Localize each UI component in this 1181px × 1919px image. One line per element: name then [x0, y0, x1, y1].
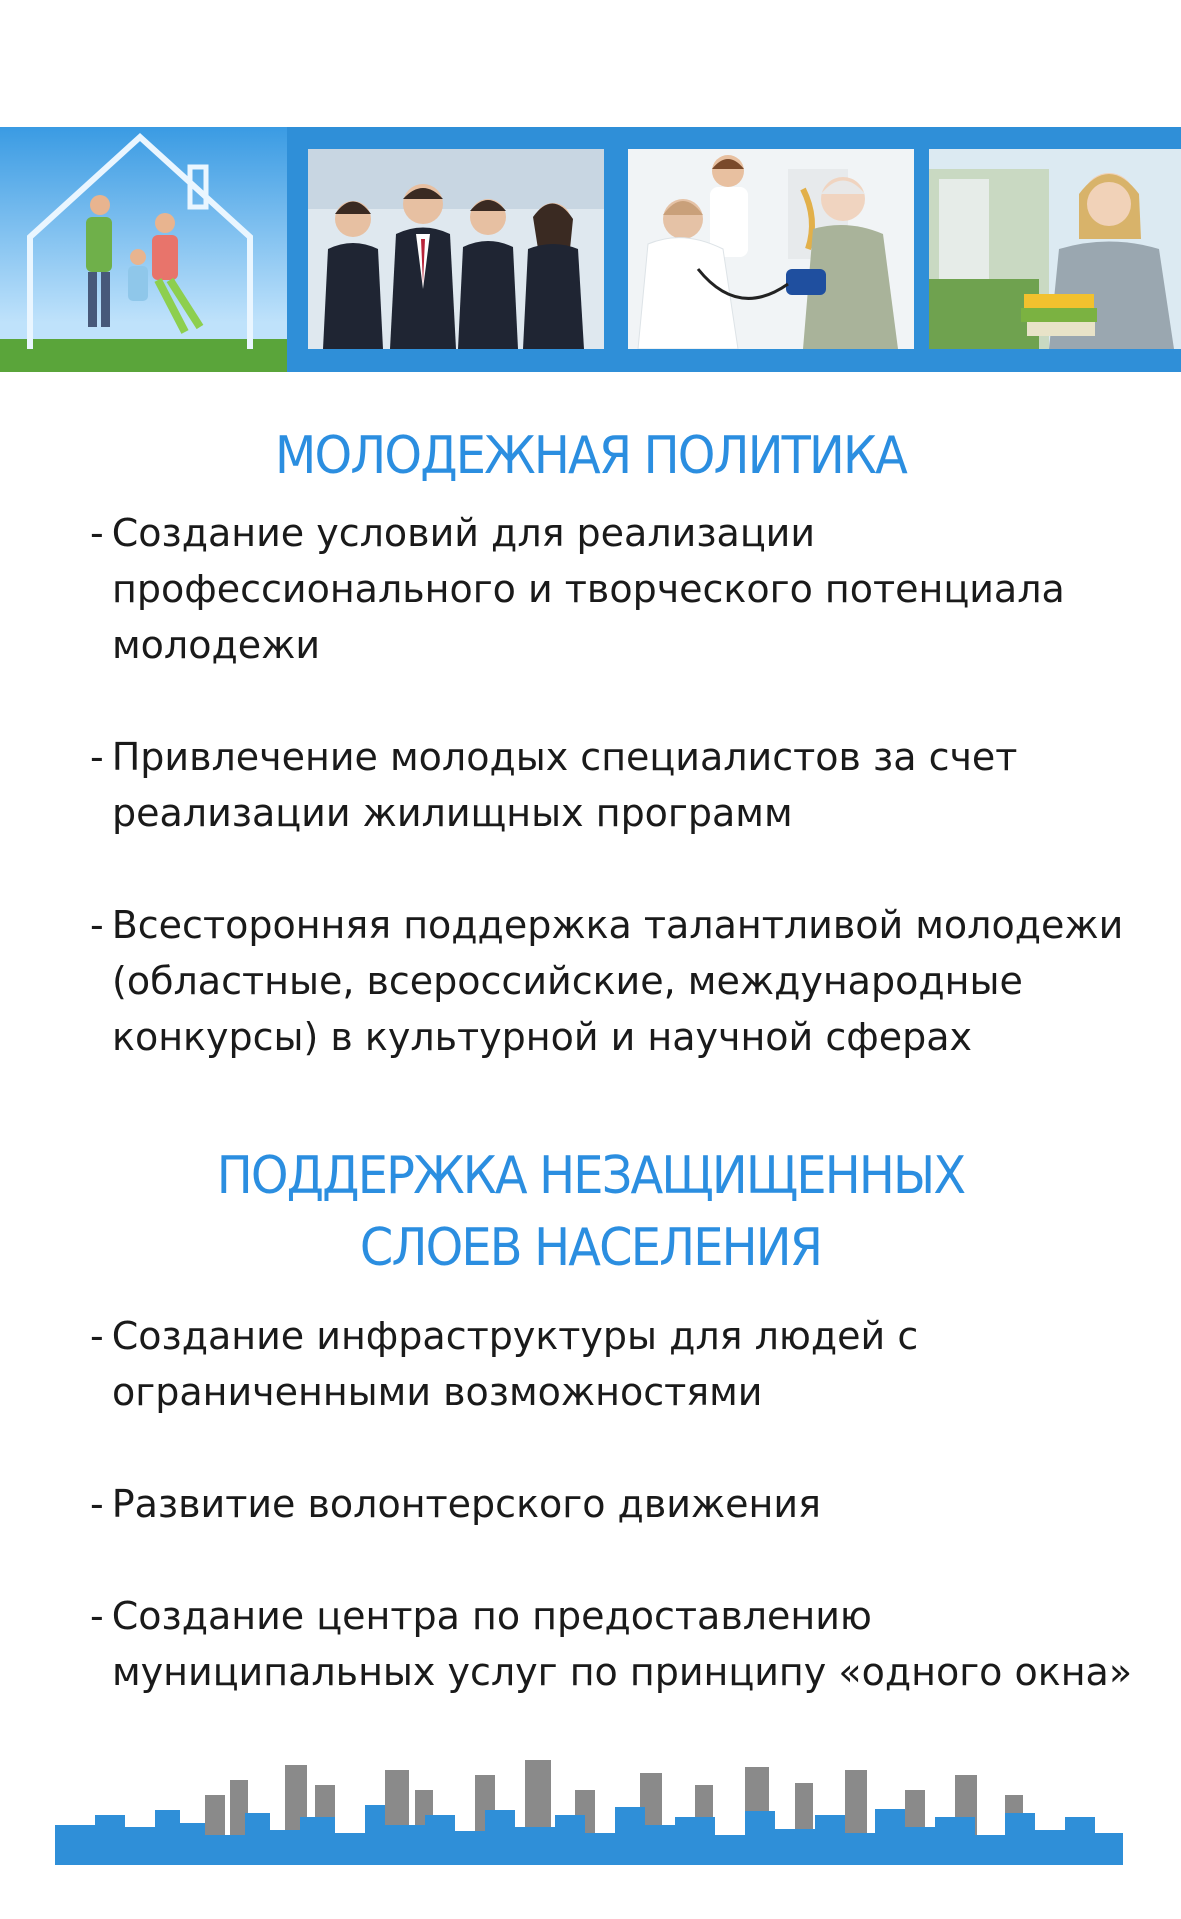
- list-item: [90, 1476, 1150, 1532]
- youth-policy-heading-text: МОЛОДЕЖНАЯ ПОЛИТИКА: [275, 426, 906, 486]
- doctor-patient-photo-icon: [628, 149, 914, 349]
- business-team-photo-icon: [308, 149, 604, 349]
- list-item-text: Создание центра по предоставлению муниципальных услуг по принципу «одного окна»: [111, 1594, 1133, 1694]
- family-house-photo-icon: [0, 127, 287, 372]
- youth-policy-heading: [47, 420, 1134, 492]
- list-item-text: Развитие волонтерского движения: [111, 1482, 821, 1526]
- list-item: [90, 729, 1150, 841]
- photo-banner: [0, 127, 1181, 372]
- list-item-text: Всесторонняя поддержка талантливой молодежи (областные, всероссийские, международные конкурсы) в культурной и научной сферах: [111, 903, 1124, 1059]
- list-item: [90, 897, 1150, 1065]
- bullet-dash: -: [90, 511, 104, 555]
- list-item: [90, 1308, 1150, 1420]
- list-item-text: Создание инфраструктуры для людей с ограниченными возможностями: [111, 1314, 919, 1414]
- list-item-text: Привлечение молодых специалистов за счет реализации жилищных программ: [111, 735, 1018, 835]
- list-item-text: Создание условий для реализации профессионального и творческого потенциала молодежи: [111, 511, 1065, 667]
- bullet-dash: -: [90, 1482, 104, 1526]
- heading-line-2: СЛОЕВ НАСЕЛЕНИЯ: [359, 1218, 822, 1278]
- vulnerable-support-list: [90, 1308, 1150, 1756]
- vulnerable-support-heading: [47, 1140, 1134, 1284]
- heading-line-1: ПОДДЕРЖКА НЕЗАЩИЩЕННЫХ: [216, 1146, 965, 1206]
- bullet-dash: -: [90, 903, 104, 947]
- list-item: [90, 505, 1150, 673]
- youth-policy-list: [90, 505, 1150, 1121]
- bullet-dash: -: [90, 1314, 104, 1358]
- bullet-dash: -: [90, 735, 104, 779]
- student-with-books-photo-icon: [929, 149, 1181, 349]
- list-item: [90, 1588, 1150, 1700]
- bullet-dash: -: [90, 1594, 104, 1638]
- city-skyline-icon: [55, 1755, 1123, 1865]
